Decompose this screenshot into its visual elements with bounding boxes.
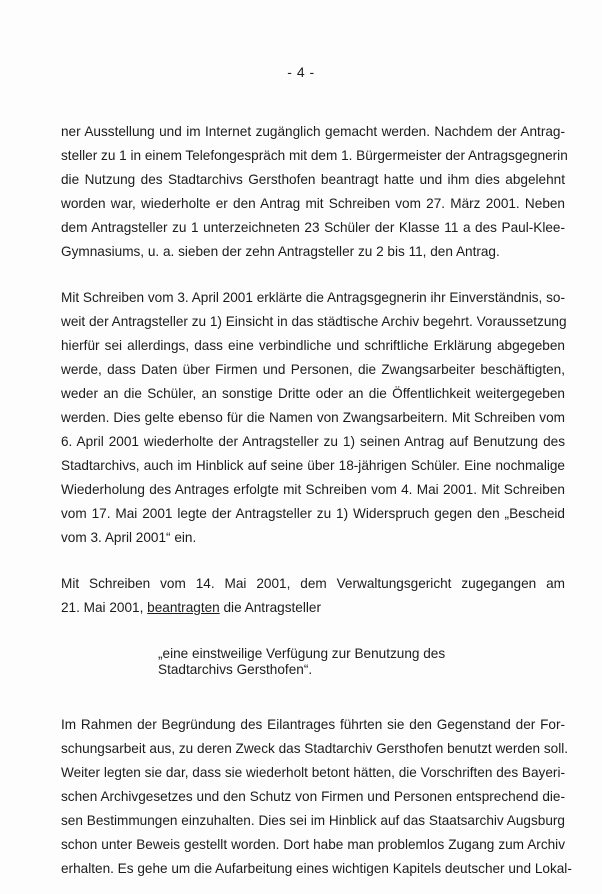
paragraph-1-line-6: Gymnasiums, u. a. sieben der zehn Antragsteller zu 2 bis 11, den Antrag. bbox=[61, 244, 500, 259]
page-number: - 4 - bbox=[287, 64, 315, 80]
paragraph-1-line-3: die Nutzung des Stadtarchivs Gersthofen beantragt hatte und ihm dies abgelehnt bbox=[61, 172, 565, 187]
paragraph-1-line-2: steller zu 1 in einem Telefongespräch mit dem 1. Bürgermeister der Antragsgegnerin bbox=[61, 148, 568, 163]
paragraph-2-line-4: werde, dass Daten über Firmen und Personen, die Zwangsarbeiter beschäftigten, bbox=[61, 362, 565, 377]
paragraph-2-line-9: Wiederholung des Antrages erfolgte mit Schreiben vom 4. Mai 2001. Mit Schreiben bbox=[61, 482, 565, 497]
quotation-line-2: Stadtarchivs Gersthofen“. bbox=[158, 662, 313, 677]
paragraph-2-line-5: weder an die Schüler, an sonstige Dritte oder an die Öffentlichkeit weitergegeben bbox=[61, 386, 565, 401]
paragraph-4-line-5: sen Bestimmungen einzuhalten. Dies sei im Hinblick auf das Staatsarchiv Augsburg bbox=[61, 813, 565, 828]
paragraph-2-line-1: Mit Schreiben vom 3. April 2001 erklärte die Antragsgegnerin ihr Einverständnis, so- bbox=[61, 290, 565, 305]
paragraph-1-line-4: worden war, wiederholte er den Antrag mit Schreiben vom 27. März 2001. Neben bbox=[61, 196, 565, 211]
paragraph-1-line-1: ner Ausstellung und im Internet zugänglich gemacht werden. Nachdem der Antrag- bbox=[61, 124, 565, 139]
paragraph-2-line-3: hierfür sei allerdings, dass eine verbindliche und schriftliche Erklärung abgegeben bbox=[61, 338, 565, 353]
quotation-line-1: „eine einstweilige Verfügung zur Benutzung des bbox=[158, 646, 446, 661]
paragraph-1-line-5: dem Antragsteller zu 1 unterzeichneten 23 Schüler der Klasse 11 a des Paul-Klee- bbox=[61, 220, 565, 235]
underlined-term: beantragten bbox=[147, 600, 220, 615]
paragraph-4-line-2: schungsarbeit aus, zu deren Zweck das Stadtarchiv Gersthofen benutzt werden soll. bbox=[61, 741, 569, 756]
paragraph-3-text-before: 21. Mai 2001, bbox=[61, 600, 148, 615]
paragraph-2-line-10: vom 17. Mai 2001 legte der Antragsteller zu 1) Widerspruch gegen den „Bescheid bbox=[61, 506, 565, 521]
paragraph-3-line-2 bbox=[61, 600, 321, 616]
paragraph-4-line-7: erhalten. Es gehe um die Aufarbeitung eines wichtigen Kapitels deutscher und Lokal- bbox=[61, 861, 572, 876]
paragraph-2-line-8: Stadtarchivs, auch im Hinblick auf seine über 18-jährigen Schüler. Eine nochmalige bbox=[61, 458, 565, 473]
paragraph-4-line-1: Im Rahmen der Begründung des Eilantrages führten sie den Gegenstand der For- bbox=[61, 717, 565, 732]
paragraph-4-line-3: Weiter legten sie dar, dass sie wiederholt betont hätten, die Vorschriften des Bayeri- bbox=[61, 765, 565, 780]
paragraph-2-line-11: vom 3. April 2001“ ein. bbox=[61, 530, 197, 545]
paragraph-3-text-after: die Antragsteller bbox=[219, 600, 321, 615]
paragraph-2-line-6: werden. Dies gelte ebenso für die Namen von Zwangsarbeitern. Mit Schreiben vom bbox=[61, 410, 565, 425]
paragraph-4-line-4: schen Archivgesetzes und den Schutz von Firmen und Personen entsprechend die- bbox=[61, 789, 565, 804]
paragraph-2-line-2: weit der Antragsteller zu 1) Einsicht in das städtische Archiv begehrt. Voraussetzung bbox=[61, 314, 567, 329]
paragraph-2-line-7: 6. April 2001 wiederholte der Antragsteller zu 1) seinen Antrag auf Benutzung des bbox=[61, 434, 565, 449]
paragraph-3-line-1: Mit Schreiben vom 14. Mai 2001, dem Verwaltungsgericht zugegangen am bbox=[61, 576, 565, 591]
paragraph-4-line-6: schon unter Beweis gestellt worden. Dort habe man problemlos Zugang zum Archiv bbox=[61, 837, 565, 852]
